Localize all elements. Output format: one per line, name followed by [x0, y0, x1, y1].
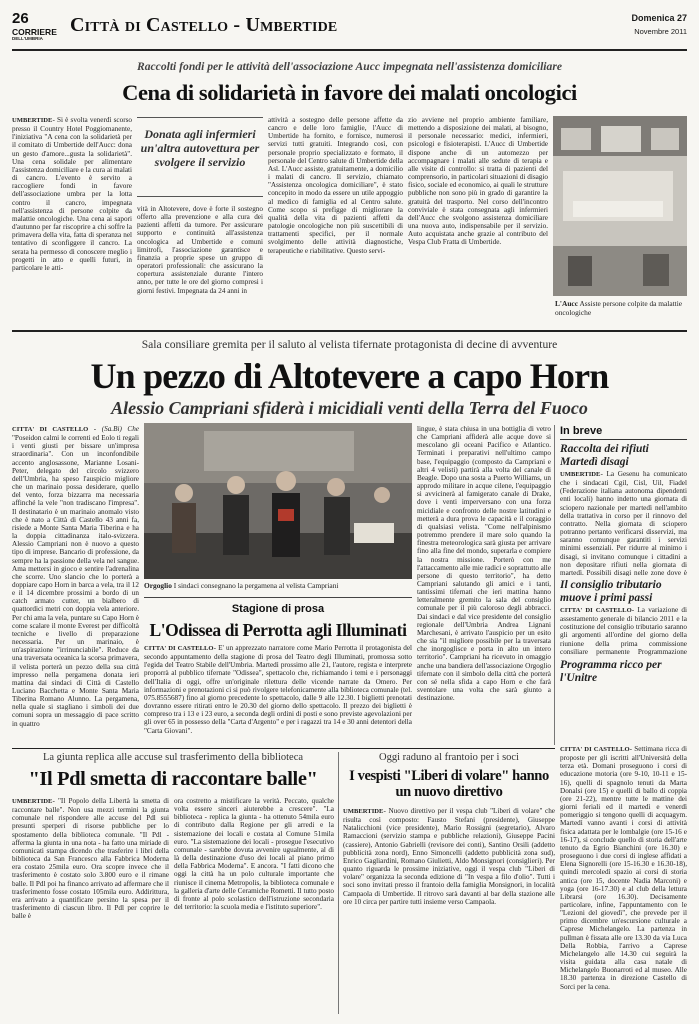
caption-label: Orgoglio	[144, 581, 172, 590]
section-title: Città di Castello - Umbertide	[70, 14, 338, 36]
top-kicker: Raccolti fondi per le attività dell'associazione Aucc impegnata nell'assistenza domiciliare	[137, 60, 562, 73]
prose-text	[144, 644, 412, 741]
dateline: CITTA' DI CASTELLO	[12, 426, 89, 433]
article-text: - La variazione di assestamento generale di bilancio 2011 e la costituzione del consiglio tributario saranno gli argomenti all'ordine del giorno della riunione della prima commissione consiliare permanente Programmazione	[560, 606, 687, 656]
ceremony-photo	[144, 423, 412, 579]
main-photo-caption	[144, 581, 412, 591]
dateline: UMBERTIDE	[12, 798, 53, 805]
main-photo	[144, 423, 412, 579]
breve-text-2	[560, 606, 687, 656]
dateline: CITTA' DI CASTELLO	[560, 607, 632, 614]
top-photo	[553, 116, 687, 296]
prose-box	[144, 597, 412, 742]
pdl-kicker: La giunta replica alle accuse sul trasferimento della biblioteca	[42, 752, 304, 763]
breve-title-2: Il consiglio tributario muove i primi passi	[560, 579, 662, 604]
paper-sub: DELL'UMBRIA	[12, 36, 43, 41]
article-text: - Si è svolta venerdì scorso presso il Country Hotel Poggiomanente, l'iniziativa "A cena con la solidarietà per il comitato di Umbertide dell'Aucc: dona un gesto d'amore...gusta la solidarietà". Una cena solidale per alimentare l'assistenza domiciliare e la cura ai malati di cancro. L'evento è servito a raccogliere fondi in favore dell'associazione umbra per la lotta contro il cancro, impegnata nell'assistenza di persone colpite da malattie oncologiche. Una cena ai sapori d'autunno per far riscoprire a chi soffre la primavera della vita, fatta di speranza nel tentativo di sconfiggere il cancro. La serata ha permesso di conoscere meglio i progetti in atto e quelli futuri, in particolare le atti-	[12, 116, 132, 272]
top-col-3	[268, 116, 403, 326]
prose-label: Stagione di prosa	[231, 603, 325, 615]
issue-day: Domenica 27	[631, 13, 687, 23]
dateline: UMBERTIDE	[343, 808, 384, 815]
byline: - (Sa.Bi) Che	[93, 425, 139, 433]
vespa-headline: I vespisti "Liberi di volare" hanno un nuovo direttivo	[349, 768, 549, 800]
main-subhead: Alessio Campriani sfiderà i micidiali venti della Terra del Fuoco	[111, 398, 588, 418]
dateline: CITTA' DI CASTELLO	[560, 746, 630, 753]
breve-label: In breve	[560, 425, 687, 440]
article-text: - La Gesenu ha comunicato che i sindacati Cgil, Cisl, Uil, Fiadel (Federazione italiana autonoma dipendenti enti locali) hanno indetto una giornata di sciopero nazionale per martedì nell'ambito della trattativa in corso per il rinnovo del contratto. Nella giornata di sciopero potranno pertanto verificarsi disservizi, ma saranno comunque garantiti i servizi minimi essenziali. Per ridurre al minimo i disagi, si invitano comunque i cittadini a non depositare rifiuti nella giornata di martedì. Possibili disagi nelle zone dove è	[560, 470, 687, 576]
caption-text: Assiste persone colpite da malattie oncologiche	[555, 300, 683, 317]
article-text: ora costretto a mistificare la verità. Peccato, qualche volta essere sinceri aiuterebbe a crescere". "La biblioteca - replica la giunta - ha ottenuto 54mila euro di contributo dalla Regione per gli arredi e la sistemazione dei locali e costata al Comune 51mila euro. "La sistemazione dei locali - prosegue l'esecutivo comunale - sarebbe dovuta avvenire ugualmente, al di là della destinazione d'uso dei locali al piano primo della Fabbrica Moderna". E ancora. "I fatti dicono che oggi la città ha un polo culturale importante che riunisce il cinema Metropolis, la biblioteca comunale e la galleria d'arte delle Ceramiche Rometti. Il tutto posto di fronte al polo scolastico dell'istruzione secondaria del territorio: la scuola media e l'istituto superiore".	[174, 797, 334, 912]
issue-month: Novembre 2011	[634, 27, 687, 36]
breve-divider	[554, 425, 555, 745]
caption-text: I sindaci consegnano la pergamena al velista Campriani	[173, 581, 339, 590]
main-kicker: Sala consiliare gremita per il saluto al velista tifernate protagonista di decine di avventure	[141, 338, 558, 351]
vespa-text	[343, 807, 555, 1015]
article-text: zio avviene nel proprio ambiente familiare, mettendo a disposizione dei malati, al bisogno, il personale necessario: medici, infermieri, psicologi e fisioterapisti. L'Aucc di Umbertide dispone anche di un automezzo per accompagnare i malati alle sedute di terapia e alle visite di controllo: si tratta di pazienti del comprensorio, in particolari situazioni di disagio fisico, sociale ed economico, ai quali le strutture pubbliche non sono più in grado di garantire la gratuità del trasporto. Nel corso dell'incontro conviviale è stata consegnata agli infermieri dell'Aucc che svolgono assistenza domiciliare una nuova auto, indispensabile per il servizio. Auto acquistata anche grazie al contributo del Vespa Club Fratta di Umbertide.	[408, 116, 548, 247]
article-text: lingue, è stata chiusa in una bottiglia di vetro che Campriani affiderà alle acque dove si mescolano gli oceani Pacifico e Atlantico. Terminati i preparativi nell'ultimo campo base, l'equipaggio (composto da Campriani e altri 4 velisti) partirà alla volta del canale di Beagle. Dopo una sosta a Puerto Williams, un approdo militare in acque cilene, l'equipaggio si avvicinerà al famigerato canale di Drake, dove i venti imperversano con una forza micidiale e confronto delle nostre latitudini e metterà a dura prova le capacità e il coraggio di qualsiasi velista. "Come nell'alpinismo potremmo prendere il mare solo quando la finestra meteorologica sarà giusta per arrivare fino alla fine del mondo, superarla e compiere la nostra missione. Porterò con me l'attaccamento alle mie radici e soprattutto alle persone di questo territorio", ha detto Campriani salutando gli amici e i tanti, tantissimi tifernati che ieri mattina hanno letteralmente gremito la sala del consiglio comunale per il più caloroso degli abbracci. Dai sindaci e dal vice presidente del consiglio regionale dell'Umbria Andrea Lignani Marchesani, è arrivato l'auspicio per un esito che sia "il migliore possibile per la traversata che inorgoglisce e porta in alto un intero territorio". Campriani ha ricevuto in omaggio anche una bandiera dell'associazione Orgoglio tifernate con il simbolo della città che porterà con sé nella sfida a capo Horn e che farà sventolare una volta che sarà giunto a destinazione.	[417, 425, 551, 703]
top-col-1	[12, 116, 132, 326]
breve-title-3: Programma ricco per l'Unitre	[560, 659, 662, 684]
caption-label: L'Aucc	[555, 300, 578, 308]
article-text: vità in Altotevere, dove è forte il sostegno offerto alla prevenzione e alla cura dei pazienti affetti da tumore. Per assicurare supporto e continuità all'assistenza oncologica ad Umbertide e comuni limitrofi, l'associazione garantisce e finanzia a proprie spese un gruppo di operatori professionali: che assicurano la copertura assistenziale durante l'intero anno, per tutte le ore del giorno compresi i giorni festivi. Impegnata da 24 anni in	[137, 205, 263, 295]
pdl-col-1	[12, 797, 169, 1015]
breve-text-1	[560, 470, 687, 576]
pdl-divider	[338, 752, 339, 1014]
room-photo	[553, 116, 687, 296]
article-text: - Settimana ricca di proposte per gli iscritti all'Università della terza età. Domani proseguono i corsi di educazione motoria (ore 9-10, 10-11 e 15-16), quelli di spagnolo tenuti da Marta Donalsi (ore 15) e quelli di ballo di coppia (ore 21-22), mentre tutte le mattine dei giorni feriali ed il martedì e venerdì pomeriggio si tengono quelli di acquagym. Martedì vanno avanti i corsi di attività fisica adattata per le lombalgie (ore 15-16 e 16-17), si conclude quello di storia dell'arte tenuto da Egrio Bianchini (ore 16.30) e proseguono i due corsi di inglese affidati a Elena Signorelli (ore 15-16.30 e 16.30-18), quindi mercoledì spazio ai corsi di storia antica (ore 15, docente Nadia Marconi) e yoga (ore 16-17.30) e al club della lettura Librarsi (ore 16.30). Decisamente particolare, infine, l'appuntamento con le "Lezioni del giovedì", che prevede per il primo dicembre un'escursione culturale a Caprese Michelangelo. La partenza in pullman è fissata alle ore 13.30 da via Luca Della Robbia, l'arrivo a Caprese Michelangelo alle 14.30 cui seguirà la visita guidata alla casa natale di Michelangelo Buonarroti ed al museo. Alle 18.30 partenza in direzione Castello di Sorci per la cena.	[560, 745, 687, 991]
dateline: UMBERTIDE	[560, 471, 601, 478]
dateline: CITTA' DI CASTELLO	[144, 645, 214, 652]
page-number: 26	[12, 10, 29, 27]
article-text: "Poseidon calmi le correnti ed Eolo ti regali i venti giusti per bissare un'impresa straordinaria". Con un inconfondibile accento anglosassone, Marianne Losani-Peter, delegato del circolo svizzero dell'Umbria, ha speso l'auspicio migliore che un marinaio possa desiderare, quello del vento, forza bizzarra ma necessaria affinché la vele "non tradiscano l'impresa". Il destinatario è un marinaio anomalo visto che è nato a Città di Castello 43 anni fa, risiede a Monte Santa Maria Tiberina e ha la doppia cittadinanza italo-svizzera. Alessio Campriani non è nuovo a questo tipo di imprese. Bancario di professione, da sempre ha la passione della vela nel sangue. Ama mettersi in gioco e sentire l'adrenalina che scorre. Uno slancio che lo porterà a doppiare capo Horn in barca a vela, tra il 12 e il 14 dicembre prossimi a bordo di un catch armato cutter, un bialbero di quattordici metri con doppia vela anteriore. Per chi ama la vela, puntare su Capo Horn è come scalare il monte Everest per difficoltà tecniche e livello di preparazione necessaria. Per un marinaio, è un'aspirazione "irrinunciabile". Reduce da una traversata oceanica la scorsa primavera, il velista porterà un pezzo della sua città impresso nella pergamena donata ieri mattina dai sindaci di Città di Castello Luciano Bacchetta e Monte Santa Maria Tiberina Romano Alunno. La pergamena, nella quale si stagliano i simboli dei due comuni sopra un messaggio di pace scritto in quattro	[12, 434, 139, 728]
pdl-col-2	[174, 797, 334, 1015]
prose-headline: L'Odissea di Perrotta agli Illuminati	[149, 620, 407, 640]
top-col-4	[408, 116, 548, 326]
article-text: - E' un apprezzato narratore come Mario Perrotta il protagonista del secondo appuntamento della stagione di prosa del Teatro degli Illuminati, promossa sotto l'egida del Teatro Stabile dell'Umbria. Martedì prossimo alle 21, l'autore, regista e interprete proporrà al pubblico tifernate "Odissea", spettacolo che, richiamando i temi e i personaggi dell'Italia di oggi, offre un'originale rilettura delle vicende narrate da Omero. Per informazioni e prenotazioni ci si può rivolgere telefonicamente alla biblioteca comunale (tel. 075.8555687) fino al giorno precedente lo spettacolo, dalle 9 alle 12.30. I biglietti prenotati dovranno essere ritirati entro le 20.30 del giorno dello spettacolo. Il prezzo dei biglietti è compreso tra i 13 e i 23 euro, a seconda degli ordini di posti e sono previste agevolazioni per gli over 65 in possesso della "Carta d'Argento" e per i ragazzi tra 14 e 30 anni detentori della "Carta Giovani".	[144, 644, 412, 735]
breve-text-3	[560, 745, 687, 1013]
masthead-rule	[12, 49, 687, 51]
article-text: - "Il Popolo della Libertà la smetta di raccontare balle". Non usa mezzi termini la giunta comunale nel rispondere alle accuse del Pdl sui presunti sperperi di risorse pubbliche per lo spostamento della biblioteca comunale. "Il Pdl - afferma la giunta in una nota - ha fatto una miriade di comunicati stampa dicendo che trasferire i libri della biblioteca da San Francesco alla Fabbrica Moderna era costato 25mila euro. Ora scopre invece che il trasferimento è costato solo 3.800 euro e il rimane balle. Il Pdl poi ha financo arrivato ad affermare che il trasferimento fosse costato 105mila euro. Addirittura, era arrivato a quantificare persino la spesa per il trasferimento di ciascun libro. Il Pdl per coprire le balle è	[12, 797, 169, 921]
pullquote-text: Donata agli infermieri un'altra autovettura per svolgere il servizio	[140, 127, 260, 169]
section-rule-1	[12, 330, 687, 332]
main-col-3	[417, 425, 551, 740]
breve-title-1: Raccolta dei rifiuti Martedì disagi	[560, 443, 649, 468]
vespa-kicker: Oggi raduno al frantoio per i soci	[379, 752, 519, 763]
main-col-1	[12, 425, 139, 735]
article-text: - Nuovo direttivo per il vespa club "Liberi di volare" che risulta così composto: Fausto Stefani (presidente), Giuseppe Natalicchioni (vice presidente), Mario Rossigni (segretario), Alvaro Ramaccioni (servizio stampa e pubbliche relazioni), Giuseppe Pacini (cassiere), Antonio Gabrielli (revisore dei conti), Santino Orsili (addetto pubblicità zona nord), Enno Simoncelli (addetto pubblicità zona sud), Enrico Gagliardini, Romano Giulietti, Aldo Monsignori (consiglieri). Per quanto riguarda le prossime iniziative, oggi il vespa club "Liberi di volare" organizza la seconda edizione di "In vespa a filo d'olio". Tutti i soci sono invitati presso il frantoio della famiglia Monsignori, in località Campaola di Umbertide. Il ritrovo sarà davanti al bar della stazione alle ore 10 circa per partire tutti insieme verso Campaola.	[343, 807, 555, 906]
pullquote	[137, 117, 263, 197]
paper-name: CORRIERE	[12, 27, 57, 37]
top-col-2	[137, 205, 263, 326]
in-breve	[560, 425, 687, 743]
top-photo-caption	[555, 300, 687, 322]
dateline: UMBERTIDE	[12, 117, 53, 124]
article-text: attività a sostegno delle persone affette da cancro e delle loro famiglie, l'Aucc di Umbertide ha fornito, e fornisce, numerosi servizi tutti gratuiti. Integrando così, con personale proprio specializzato e formato, il personale del Centro salute di Umbertide della Asl. L'Aucc assiste, gratuitamente, a domicilio i malati di cancro. Il servizio, chiamato "Assistenza oncologica domiciliare", è stato concepito in modo da essere un utile appoggio al medico di famiglia ed al Centro salute. Come scopo si prefigge di migliorare la qualità della vita di pazienti affetti da patologie oncologiche non più suscettibili di trattamenti specifici, per il normale svolgimento delle attività diagnostiche, terapeutiche e riabilitative. Questo servi-	[268, 116, 403, 255]
section-rule-2	[12, 748, 555, 749]
masthead	[12, 8, 687, 48]
main-headline: Un pezzo di Altotevere a capo Horn	[90, 356, 609, 396]
top-headline: Cena di solidarietà in favore dei malati oncologici	[122, 80, 577, 105]
pdl-headline: "Il Pdl smetta di raccontare balle"	[28, 768, 318, 790]
